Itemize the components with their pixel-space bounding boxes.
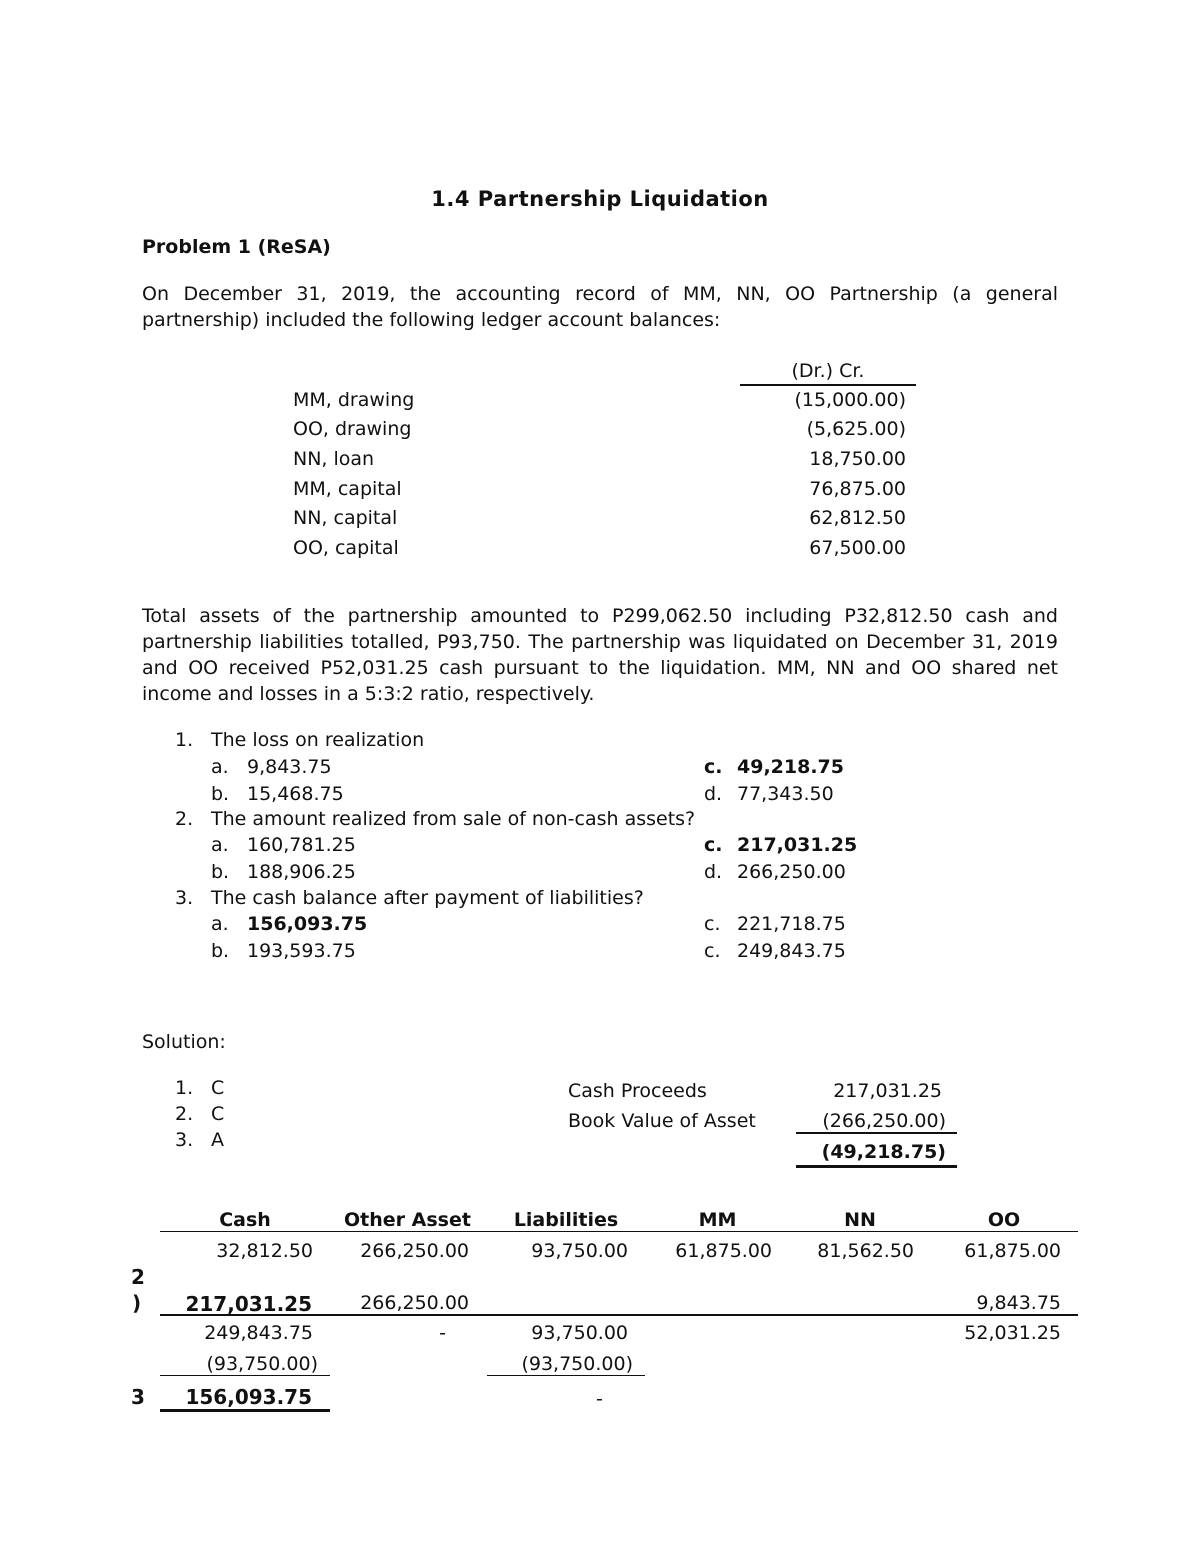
row-label: 3: [131, 1385, 145, 1409]
table-header-other-asset: Other Asset: [344, 1209, 471, 1231]
option-label: d.: [704, 783, 723, 805]
question-number: 2.: [175, 808, 194, 830]
final-double-rule: [160, 1409, 330, 1412]
correct-option-value: 156,093.75: [247, 913, 368, 935]
option-value: 160,781.25: [247, 834, 356, 856]
table-cell: 61,875.00: [675, 1240, 772, 1262]
option-value: 266,250.00: [737, 861, 846, 883]
table-header-oo: OO: [987, 1209, 1021, 1231]
table-cell: -: [439, 1322, 446, 1344]
option-label: c.: [704, 756, 723, 778]
ledger-label: MM, capital: [293, 478, 402, 500]
cash-subtotal-rule: [160, 1375, 330, 1376]
table-header-liabilities: Liabilities: [513, 1209, 619, 1231]
table-cell: 32,812.50: [216, 1240, 313, 1262]
ledger-amount: (5,625.00): [806, 418, 906, 440]
table-cell: 249,843.75: [204, 1322, 313, 1344]
option-value: 15,468.75: [247, 783, 344, 805]
cash-proceeds-value: 217,031.25: [833, 1080, 942, 1102]
option-label: a.: [211, 756, 229, 778]
ledger-amount: (15,000.00): [794, 389, 906, 411]
cash-proceeds-label: Cash Proceeds: [568, 1080, 707, 1102]
table-header-nn: NN: [844, 1209, 876, 1231]
option-label: c.: [704, 940, 721, 962]
answer-letter: A: [211, 1129, 224, 1151]
option-label: c.: [704, 913, 721, 935]
table-header-cash: Cash: [219, 1209, 271, 1231]
table-cell: (93,750.00): [521, 1353, 633, 1375]
page-title: 1.4 Partnership Liquidation: [431, 187, 769, 211]
option-value: 193,593.75: [247, 940, 356, 962]
facts-paragraph: Total assets of the partnership amounted to P299,062.50 including P32,812.50 cash and partnership liabilities totalled, P93,750. The partnership was liquidated on December 31, 2019 and OO received P52,031.25 cash pursuant to the liquidation. MM, NN and OO shared net income and losses in a 5:3:2 ratio, respectively.: [142, 605, 1058, 705]
option-value: 221,718.75: [737, 913, 846, 935]
answer-number: 3.: [175, 1129, 194, 1151]
table-cell: -: [596, 1388, 603, 1410]
ledger-label: NN, loan: [293, 448, 375, 470]
row-label: ): [132, 1291, 142, 1315]
option-label: b.: [211, 783, 230, 805]
ledger-label: NN, capital: [293, 507, 398, 529]
option-label: b.: [211, 940, 230, 962]
table-header-rule: [160, 1231, 1078, 1232]
option-label: b.: [211, 861, 230, 883]
table-cell: 9,843.75: [976, 1292, 1061, 1314]
final-cash-balance: 156,093.75: [185, 1385, 312, 1409]
table-cell: 266,250.00: [360, 1292, 469, 1314]
question-text: The loss on realization: [211, 729, 425, 751]
question-number: 3.: [175, 887, 194, 909]
table-cell: 93,750.00: [531, 1240, 628, 1262]
ledger-label: MM, drawing: [293, 389, 415, 411]
solution-label: Solution:: [142, 1031, 226, 1053]
correct-option-value: 49,218.75: [737, 756, 844, 778]
table-header-mm: MM: [698, 1209, 737, 1231]
answer-letter: C: [211, 1103, 225, 1125]
ledger-label: OO, capital: [293, 537, 399, 559]
option-value: 77,343.50: [737, 783, 834, 805]
table-cell: 61,875.00: [964, 1240, 1061, 1262]
book-value-label: Book Value of Asset: [568, 1110, 756, 1132]
ledger-amount: 62,812.50: [809, 507, 906, 529]
table-cell: 217,031.25: [185, 1292, 312, 1316]
question-number: 1.: [175, 729, 194, 751]
calc-underline: [796, 1132, 957, 1134]
option-label: c.: [704, 834, 723, 856]
table-cell: 52,031.25: [964, 1322, 1061, 1344]
ledger-amount: 76,875.00: [809, 478, 906, 500]
table-total-rule: [160, 1314, 1078, 1316]
ledger-label: OO, drawing: [293, 418, 412, 440]
ledger-amount: 18,750.00: [809, 448, 906, 470]
ledger-amount: 67,500.00: [809, 537, 906, 559]
answer-letter: C: [211, 1077, 225, 1099]
intro-paragraph: On December 31, 2019, the accounting record of MM, NN, OO Partnership (a general partnership) included the following ledger account balances:: [142, 283, 1058, 331]
answer-number: 1.: [175, 1077, 194, 1099]
table-cell: 81,562.50: [817, 1240, 914, 1262]
option-label: d.: [704, 861, 723, 883]
option-label: a.: [211, 834, 229, 856]
table-cell: 266,250.00: [360, 1240, 469, 1262]
row-label: 2: [131, 1265, 145, 1289]
liabilities-subtotal-rule: [487, 1375, 645, 1376]
option-value: 249,843.75: [737, 940, 846, 962]
problem-heading: Problem 1 (ReSA): [142, 236, 331, 258]
question-text: The amount realized from sale of non-cash assets?: [211, 808, 696, 830]
option-value: 188,906.25: [247, 861, 356, 883]
option-value: 9,843.75: [247, 756, 332, 778]
question-text: The cash balance after payment of liabilities?: [211, 887, 644, 909]
calc-double-underline: [796, 1165, 957, 1168]
loss-result: (49,218.75): [821, 1141, 946, 1163]
book-value-value: (266,250.00): [822, 1110, 946, 1132]
option-label: a.: [211, 913, 229, 935]
table-cell: 93,750.00: [531, 1322, 628, 1344]
correct-option-value: 217,031.25: [737, 834, 858, 856]
table-cell: (93,750.00): [206, 1353, 318, 1375]
ledger-header: (Dr.) Cr.: [740, 360, 916, 386]
answer-number: 2.: [175, 1103, 194, 1125]
